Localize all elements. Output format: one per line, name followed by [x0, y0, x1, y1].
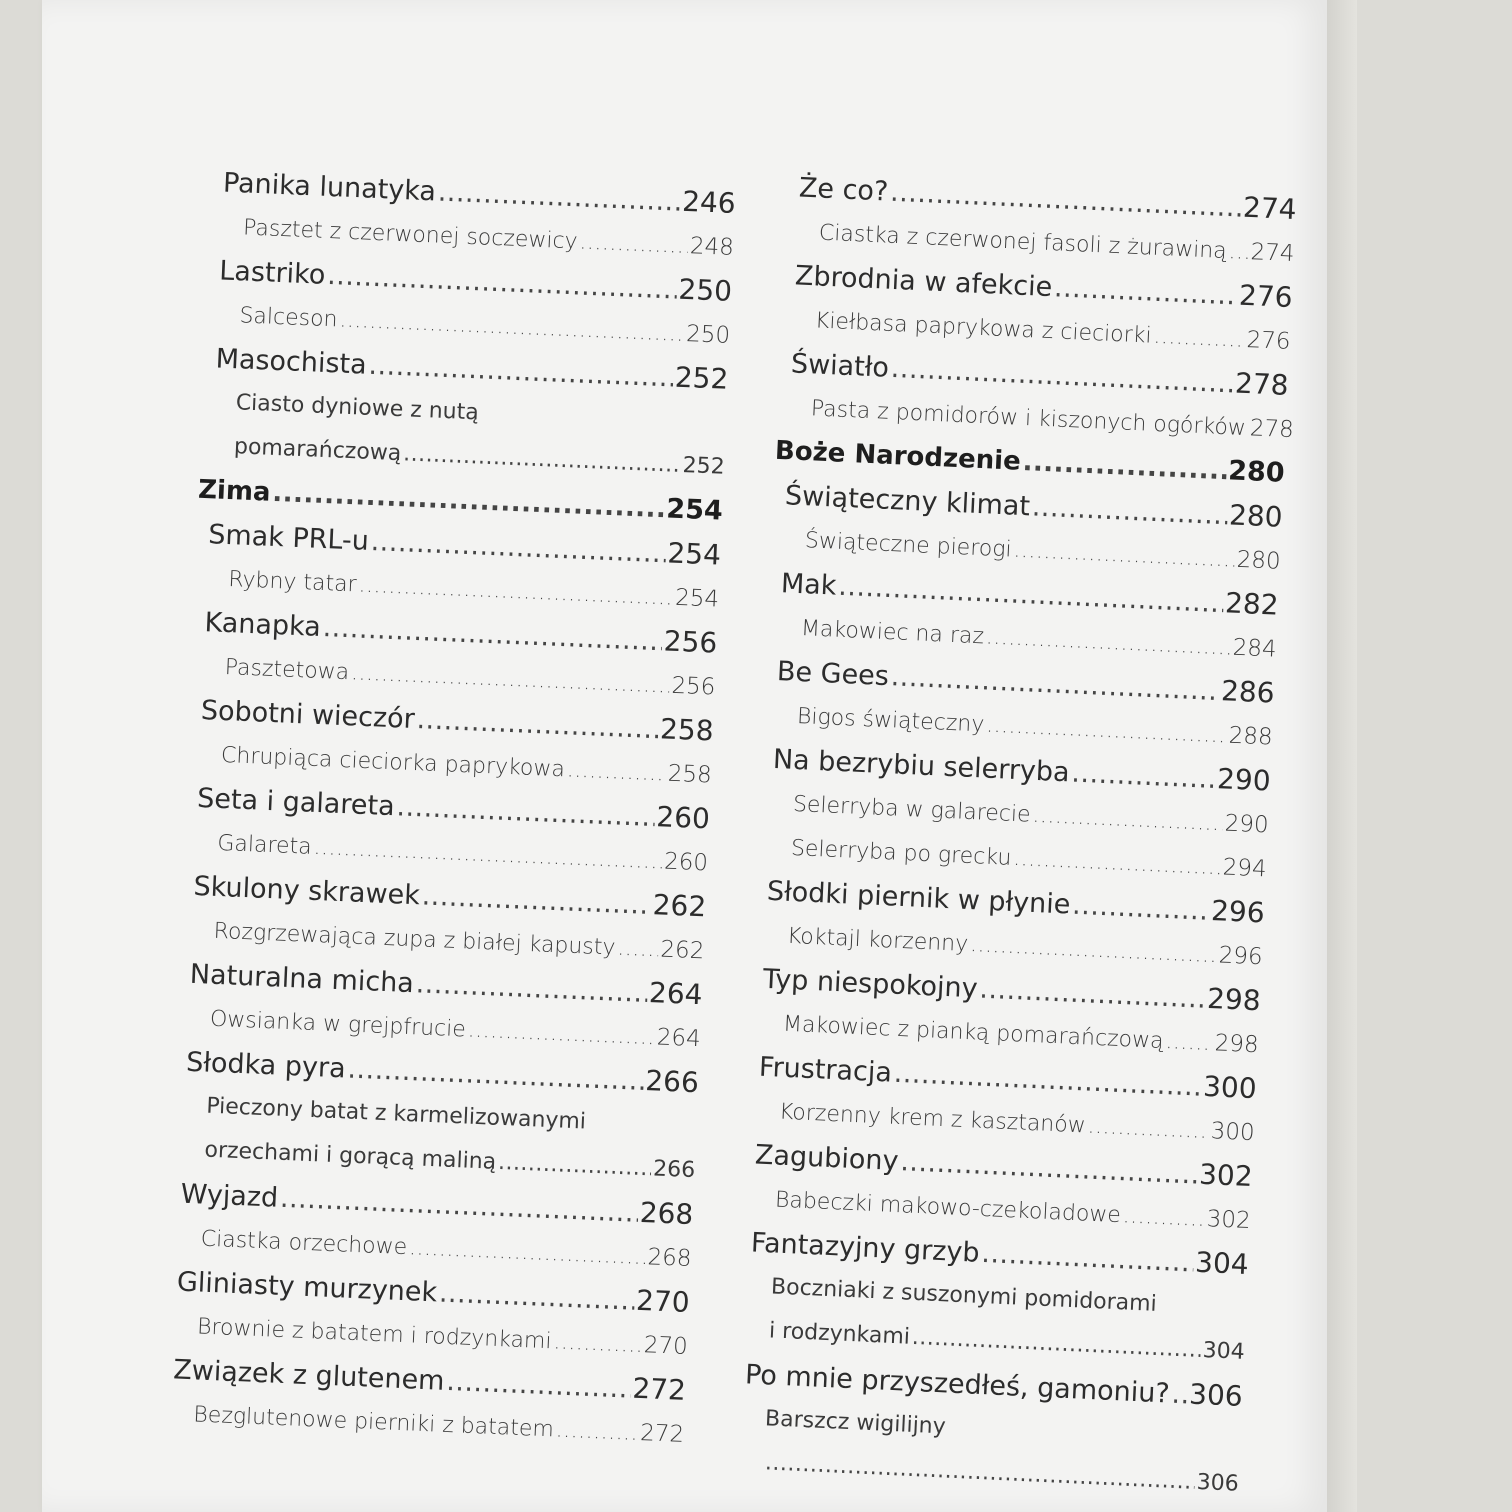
- toc-page-number: 272: [639, 1420, 685, 1448]
- toc-page-number: 256: [663, 624, 718, 660]
- toc-chapter-title: Po mnie przyszedłeś, gamoniu?: [744, 1359, 1171, 1410]
- toc-recipe-title: Bigos świąteczny: [796, 703, 985, 738]
- toc-page-number: 264: [648, 976, 704, 1012]
- toc-leader-dots: [1228, 230, 1250, 275]
- toc-page-number: 252: [674, 360, 729, 396]
- toc-page-number: 250: [685, 321, 731, 349]
- toc-chapter-title: Wyjazd: [180, 1178, 279, 1214]
- toc-leader-dots: [1087, 1105, 1210, 1154]
- toc-page-number: 262: [652, 888, 707, 924]
- toc-page-number: 266: [644, 1063, 700, 1100]
- toc-page-number: 296: [1210, 893, 1266, 930]
- toc-recipe-title: Brownie z batatem i rodzynkami: [196, 1314, 553, 1355]
- toc-chapter-title: Związek z glutenem: [172, 1354, 446, 1397]
- toc-leader-dots: [1164, 1020, 1213, 1066]
- toc-recipe-title: Kiełbasa paprykowa z cieciorki: [814, 308, 1153, 349]
- toc-recipe-title: Pasztetowa: [224, 654, 350, 686]
- toc-chapter-title: Frustracja: [758, 1051, 893, 1089]
- toc-chapter-title: Sobotni wieczór: [200, 695, 416, 735]
- toc-section-title: Zima: [197, 474, 272, 508]
- toc-recipe-title: Bezglutenowe pierniki z batatem: [192, 1402, 555, 1443]
- toc-recipe-title: Chrupiąca cieciorka paprykowa: [220, 742, 566, 783]
- toc-page-number: 266: [652, 1156, 696, 1184]
- toc-page-number: 258: [667, 760, 713, 789]
- toc-page-number: 280: [1228, 498, 1284, 534]
- toc-recipe-title: Selerryba po grecku: [790, 835, 1012, 871]
- toc-page-number: 260: [655, 800, 711, 836]
- toc-leader-dots: [1153, 315, 1246, 363]
- toc-page-number: 282: [1224, 586, 1280, 622]
- toc-leader-dots: [1071, 884, 1210, 934]
- toc-page-number: 272: [631, 1371, 687, 1407]
- toc-recipe-title: Galareta: [216, 830, 313, 860]
- toc-page-number: 300: [1210, 1118, 1256, 1147]
- toc-page-number: 278: [1234, 366, 1290, 402]
- toc-section-title: Boże Narodzenie: [774, 435, 1022, 477]
- toc-page-number: 268: [646, 1244, 692, 1273]
- toc-page-number: 300: [1202, 1069, 1258, 1106]
- toc-leader-dots: [616, 927, 659, 973]
- toc-page-number: 302: [1206, 1206, 1252, 1235]
- toc-chapter-title: Be Gees: [776, 656, 890, 693]
- toc-page-number: 276: [1238, 278, 1294, 315]
- toc-recipe-title: Rybny tatar: [227, 567, 358, 598]
- toc-page-number: 306: [1188, 1377, 1244, 1413]
- toc-recipe-title-line2: pomarańczową: [233, 434, 402, 467]
- toc-chapter-title: Świąteczny klimat: [784, 480, 1031, 523]
- toc-recipe-title: Korzenny krem z kasztanów: [778, 1099, 1087, 1139]
- toc-page-number: 254: [674, 584, 720, 613]
- toc-page-number: 246: [681, 184, 737, 220]
- toc-chapter-title: Naturalna micha: [189, 958, 415, 1000]
- toc-leader-dots: [497, 1141, 652, 1191]
- toc-leader-dots: [1071, 752, 1217, 802]
- toc-page-number: 284: [1232, 634, 1278, 663]
- toc-page-number: 256: [670, 672, 716, 701]
- toc-recipe-title: Ciastka z czerwonej fasoli z żurawiną: [818, 220, 1228, 264]
- toc-recipe-title-line1: Ciasto dyniowe z nutą: [235, 390, 480, 426]
- toc-chapter-title: Że co?: [798, 172, 889, 208]
- toc-page-number: 254: [666, 536, 722, 572]
- toc-chapter-title: Fantazyjny grzyb: [750, 1227, 981, 1269]
- toc-recipe-title: Koktajl korzenny: [786, 923, 969, 957]
- toc-page-number: 294: [1222, 854, 1268, 883]
- toc-chapter-title: Gliniasty murzynek: [176, 1266, 438, 1309]
- toc-leader-dots: [555, 1409, 639, 1456]
- toc-recipe-title: Babeczki makowo-czekoladowe: [774, 1187, 1122, 1229]
- toc-page-number: 258: [659, 712, 715, 748]
- toc-chapter-title: Zagubiony: [754, 1139, 900, 1178]
- toc-leader-dots: [445, 1360, 631, 1412]
- toc-page-number: 298: [1214, 1030, 1260, 1059]
- toc-recipe-title: Selerryba w galarecie: [792, 791, 1032, 828]
- toc-chapter-title: Seta i galareta: [196, 782, 396, 823]
- toc-page-number: 280: [1227, 455, 1286, 489]
- toc-recipe-title-line1: Pieczony batat z karmelizowanymi: [205, 1093, 587, 1135]
- toc-chapter-title: Panika lunatyka: [222, 167, 437, 208]
- toc-recipe-title: Makowiec z pianką pomarańczową: [782, 1011, 1165, 1054]
- book-page: [42, 0, 1327, 1512]
- toc-page-number: 274: [1250, 239, 1296, 268]
- toc-page-number: 290: [1216, 762, 1272, 798]
- toc-recipe-title: Pasztet z czerwonej soczewicy: [242, 215, 579, 255]
- toc-recipe-title: Ciastka orzechowe: [200, 1226, 408, 1261]
- toc-page-number: 304: [1202, 1338, 1246, 1365]
- toc-recipe-title: Pasta z pomidorów i kiszonych ogórków: [810, 396, 1247, 442]
- toc-leader-dots: [553, 1320, 643, 1368]
- toc-leader-dots: [467, 1008, 656, 1060]
- toc-page-number: 274: [1242, 190, 1298, 227]
- toc-page-number: 276: [1246, 326, 1292, 355]
- toc-recipe-title-line2: orzechami i gorącą maliną: [204, 1137, 497, 1175]
- toc-page-number: 296: [1218, 942, 1264, 971]
- toc-chapter-title: Typ niespokojny: [762, 963, 979, 1005]
- toc-recipe-title-line1: Boczniaki z suszonymi pomidorami: [770, 1274, 1158, 1317]
- toc-recipe-title-line1: Barszcz wigilijny: [764, 1406, 947, 1440]
- toc-chapter-title: Słodki piernik w płynie: [766, 875, 1072, 921]
- toc-page-number: 250: [677, 272, 733, 308]
- toc-page-number: 254: [665, 493, 724, 527]
- toc-chapter-title: Słodka pyra: [185, 1046, 347, 1085]
- toc-column-right: [728, 165, 1297, 1507]
- toc-chapter-title: Światło: [790, 348, 890, 384]
- toc-recipe-title-line2: i rodzynkami: [768, 1318, 911, 1350]
- toc-page-number: 252: [682, 452, 726, 480]
- toc-leader-dots: [566, 748, 667, 796]
- toc-page-number: 286: [1220, 674, 1276, 710]
- toc-page-number: 290: [1224, 810, 1270, 839]
- toc-page-number: 268: [639, 1195, 694, 1232]
- toc-page-number: 262: [659, 936, 705, 965]
- toc-page-number: 248: [689, 233, 735, 261]
- toc-page-number: 280: [1236, 546, 1282, 575]
- toc-page-number: 260: [663, 848, 709, 877]
- toc-leader-dots: [579, 220, 689, 269]
- toc-chapter-title: Kanapka: [203, 607, 322, 643]
- toc-chapter-title: Lastriko: [218, 255, 326, 291]
- toc-page-number: 288: [1228, 722, 1274, 751]
- toc-chapter-title: Mak: [780, 568, 838, 602]
- toc-leader-dots: [1022, 440, 1227, 493]
- next-page-edge: [1327, 0, 1357, 1512]
- toc-chapter-title: Skulony skrawek: [192, 870, 421, 912]
- toc-recipe-title: Makowiec na raz: [800, 616, 985, 650]
- toc-page-number: 306: [1196, 1469, 1240, 1497]
- toc-page-number: 270: [635, 1283, 691, 1319]
- toc-page-number: 278: [1249, 415, 1295, 444]
- toc-leader-dots: [1171, 1373, 1189, 1418]
- toc-recipe-title: Salceson: [238, 303, 339, 333]
- toc-recipe-title: Świąteczne pierogi: [804, 528, 1013, 563]
- toc-page-number: 304: [1194, 1245, 1250, 1282]
- toc-page-number: 298: [1206, 981, 1262, 1018]
- toc-column-left: [159, 160, 737, 1457]
- toc-chapter-title: Masochista: [215, 343, 368, 381]
- toc-chapter-title: Na bezrybiu selerryba: [772, 743, 1071, 789]
- toc-chapter-title: Zbrodnia w afekcie: [794, 260, 1053, 304]
- toc-page-number: 264: [656, 1024, 702, 1053]
- toc-leader-dots: [1122, 1194, 1206, 1242]
- toc-page-number: 270: [643, 1332, 689, 1360]
- toc-chapter-title: Smak PRL-u: [207, 519, 370, 557]
- toc-recipe-title: Owsianka w grejpfrucie: [209, 1006, 467, 1043]
- toc-page-number: 302: [1198, 1157, 1254, 1194]
- toc-recipe-title: Rozgrzewająca zupa z białej kapusty: [213, 918, 616, 961]
